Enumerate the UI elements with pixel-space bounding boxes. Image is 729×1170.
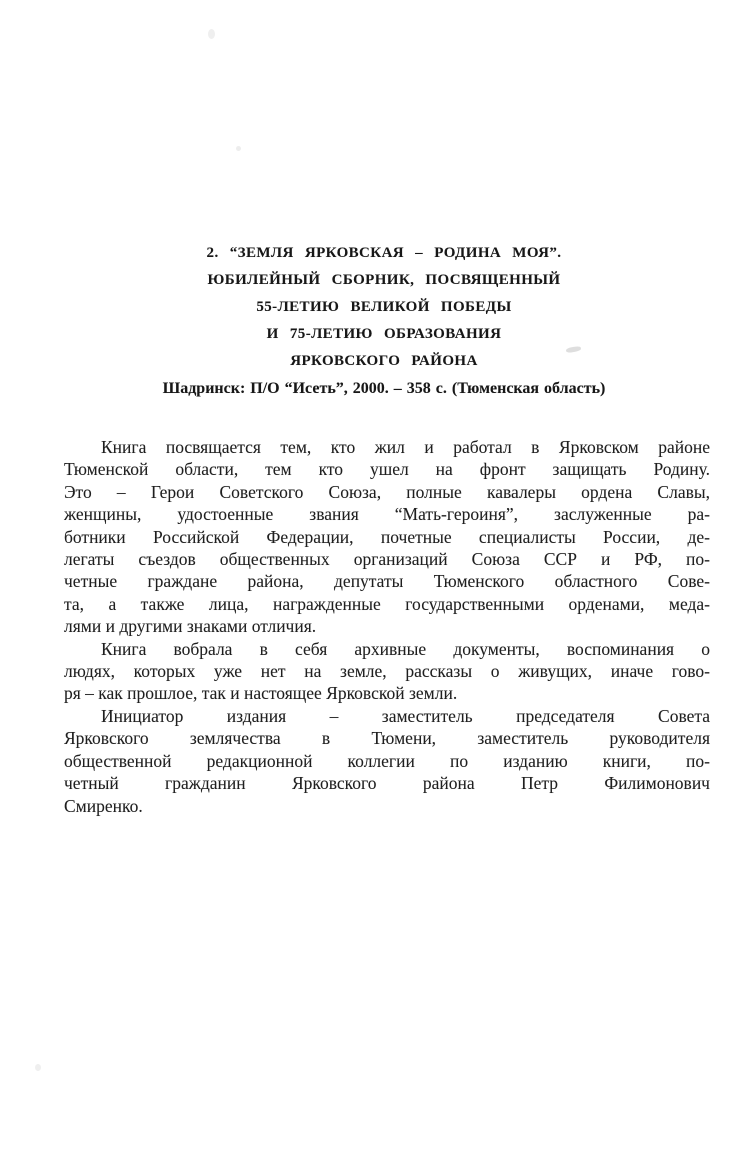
body-line: та, а также лица, награжденные государственными орденами, меда- [64, 593, 710, 614]
body-line: Смиренко. [64, 795, 143, 816]
heading-line: ЯРКОВСКОГО РАЙОНА [290, 353, 478, 369]
body-line: ря – как прошлое, так и настоящее Ярковской земли. [64, 683, 458, 704]
book-entry-heading [64, 240, 704, 375]
body-line: четные граждане района, депутаты Тюменского областного Сове- [64, 571, 710, 592]
body-line: Ярковского землячества в Тюмени, заместитель руководителя [64, 728, 710, 749]
body-line: женщины, удостоенные звания “Мать-героиня”, заслуженные ра- [64, 504, 710, 525]
body-line: четный гражданин Ярковского района Петр Филимонович [64, 773, 710, 794]
heading-line: 2. “ЗЕМЛЯ ЯРКОВСКАЯ – РОДИНА МОЯ”. [206, 245, 562, 261]
body-line: Тюменской области, тем кто ушел на фронт защищать Родину. [64, 459, 710, 480]
heading-line: 55-ЛЕТИЮ ВЕЛИКОЙ ПОБЕДЫ [256, 299, 512, 315]
scan-speck [35, 1064, 41, 1071]
annotation-text [64, 436, 710, 817]
imprint-line: Шадринск: П/О “Исеть”, 2000. – 358 с. (Тюменская область) [162, 380, 606, 397]
body-line: Инициатор издания – заместитель председателя Совета [101, 705, 710, 726]
body-line: людях, которых уже нет на земле, рассказы о живущих, иначе гово- [64, 661, 710, 682]
scan-speck [208, 29, 215, 39]
body-line: ботники Российской Федерации, почетные специалисты России, де- [64, 526, 710, 547]
body-line: легаты съездов общественных организаций Союза ССР и РФ, по- [64, 549, 710, 570]
body-line: Книга вобрала в себя архивные документы, воспоминания о [101, 638, 710, 659]
body-line: Книга посвящается тем, кто жил и работал в Ярковском районе [101, 437, 710, 457]
body-line: общественной редакционной коллегии по изданию книги, по- [64, 750, 710, 771]
heading-line: И 75-ЛЕТИЮ ОБРАЗОВАНИЯ [266, 326, 502, 342]
heading-line: ЮБИЛЕЙНЫЙ СБОРНИК, ПОСВЯЩЕННЫЙ [207, 272, 561, 288]
body-line: лями и другими знаками отличия. [64, 616, 317, 637]
body-line: Это – Герои Советского Союза, полные кавалеры ордена Славы, [64, 481, 710, 502]
scan-speck [236, 146, 241, 151]
